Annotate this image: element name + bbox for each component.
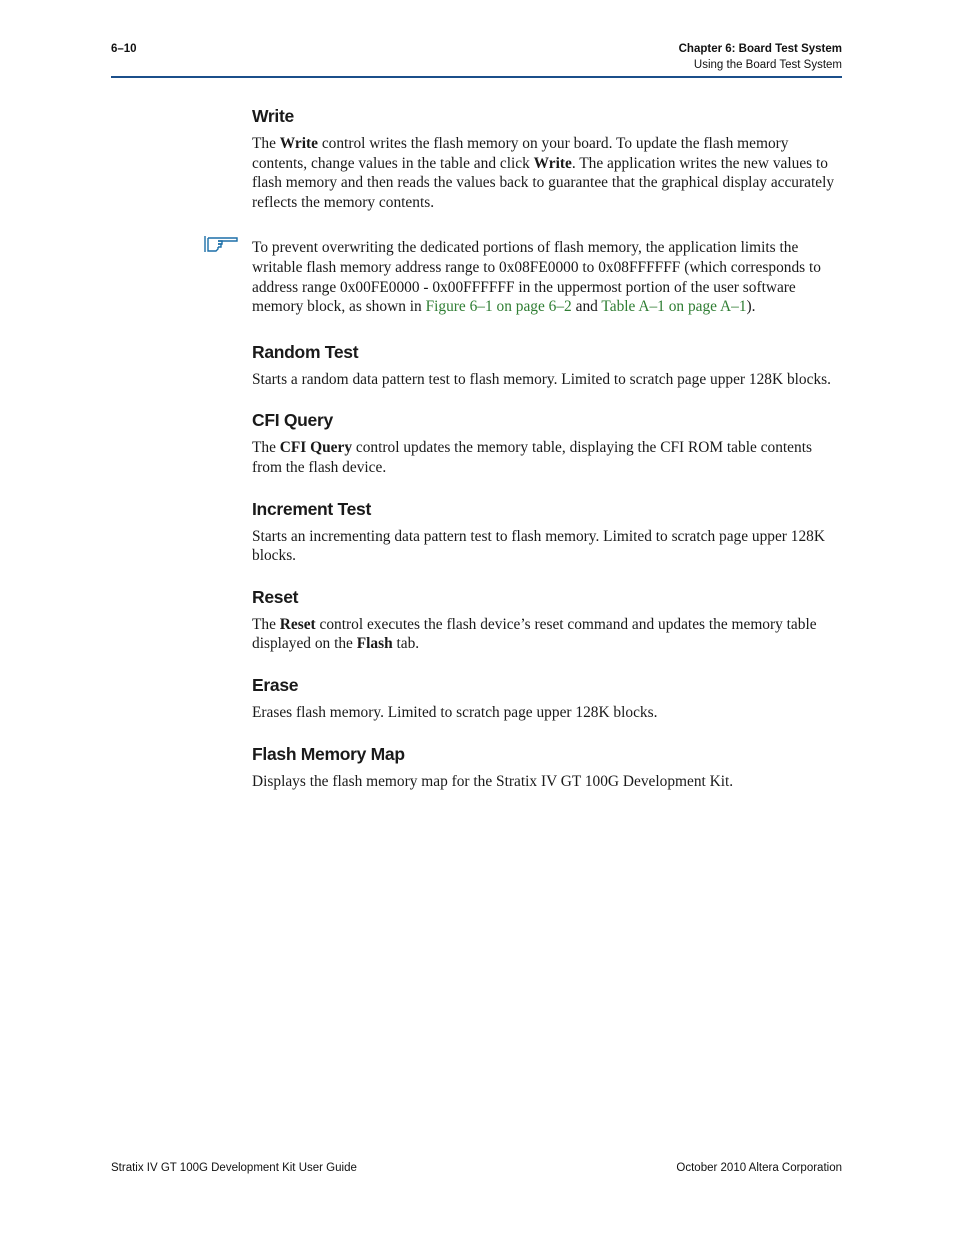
random-test-paragraph: Starts a random data pattern test to flash memory. Limited to scratch page upper 128K blocks. bbox=[252, 370, 831, 388]
write-heading: Write bbox=[252, 106, 294, 126]
flash-memory-map-heading: Flash Memory Map bbox=[252, 743, 405, 764]
bold-term: Write bbox=[533, 154, 572, 172]
table-link[interactable]: Table A–1 on page A–1 bbox=[601, 298, 747, 316]
section-title: Using the Board Test System bbox=[693, 59, 842, 71]
text-run: To prevent overwriting the dedicated portions of flash memory, the application limits the writable flash memory address range to 0x08FE0000 to 0x08FFFFFF (which corresponds to address range 0x00FE0000 - 0x00FFFFFF in the uppermost portion of the user software memory block, as shown in bbox=[252, 239, 821, 316]
increment-test-heading: Increment Test bbox=[252, 498, 371, 519]
erase-heading: Erase bbox=[252, 674, 299, 695]
text-run: control executes the flash device’s reset command and updates the memory table displayed on the bbox=[252, 615, 817, 653]
footer-right: October 2010 Altera Corporation bbox=[676, 1162, 842, 1174]
note-paragraph bbox=[252, 238, 842, 316]
text-run: The bbox=[252, 615, 280, 633]
bold-term: CFI Query bbox=[279, 439, 353, 457]
erase-paragraph: Erases flash memory. Limited to scratch page upper 128K blocks. bbox=[252, 703, 658, 721]
flash-memory-map-paragraph: Displays the flash memory map for the Stratix IV GT 100G Development Kit. bbox=[252, 772, 734, 790]
text-run: The bbox=[252, 135, 280, 152]
page-number: 6–10 bbox=[111, 43, 137, 55]
text-run: tab. bbox=[392, 635, 420, 653]
note-block bbox=[252, 238, 842, 316]
cfi-query-paragraph bbox=[252, 438, 842, 477]
random-test-heading: Random Test bbox=[252, 341, 359, 362]
reset-paragraph bbox=[252, 615, 842, 654]
text-run: and bbox=[571, 298, 602, 316]
reset-heading: Reset bbox=[252, 586, 299, 607]
text-run: ). bbox=[746, 298, 756, 316]
footer-left: Stratix IV GT 100G Development Kit User Guide bbox=[111, 1162, 357, 1174]
write-paragraph bbox=[252, 134, 842, 212]
figure-link[interactable]: Figure 6–1 on page 6–2 bbox=[425, 298, 572, 316]
bold-term: Flash bbox=[356, 635, 393, 653]
text-run: control updates the memory table, displaying the CFI ROM table contents from the flash device. bbox=[252, 439, 812, 476]
text-run: . The application writes the new values to flash memory and then reads the values back to guarantee that the graphical display accurately reflects the memory contents. bbox=[252, 154, 835, 211]
text-run: The bbox=[252, 439, 280, 457]
main-content bbox=[252, 105, 842, 811]
text-run: control writes the flash memory on your board. To update the flash memory contents, change values in the table and click bbox=[252, 135, 789, 172]
cfi-query-heading: CFI Query bbox=[252, 410, 333, 431]
increment-test-paragraph: Starts an incrementing data pattern test to flash memory. Limited to scratch page upper 128K blocks. bbox=[252, 527, 825, 565]
chapter-title: Chapter 6: Board Test System bbox=[678, 43, 842, 55]
bold-term: Write bbox=[279, 135, 318, 152]
bold-term: Reset bbox=[279, 615, 316, 633]
header-rule bbox=[111, 76, 842, 78]
pointing-hand-icon bbox=[204, 232, 238, 254]
